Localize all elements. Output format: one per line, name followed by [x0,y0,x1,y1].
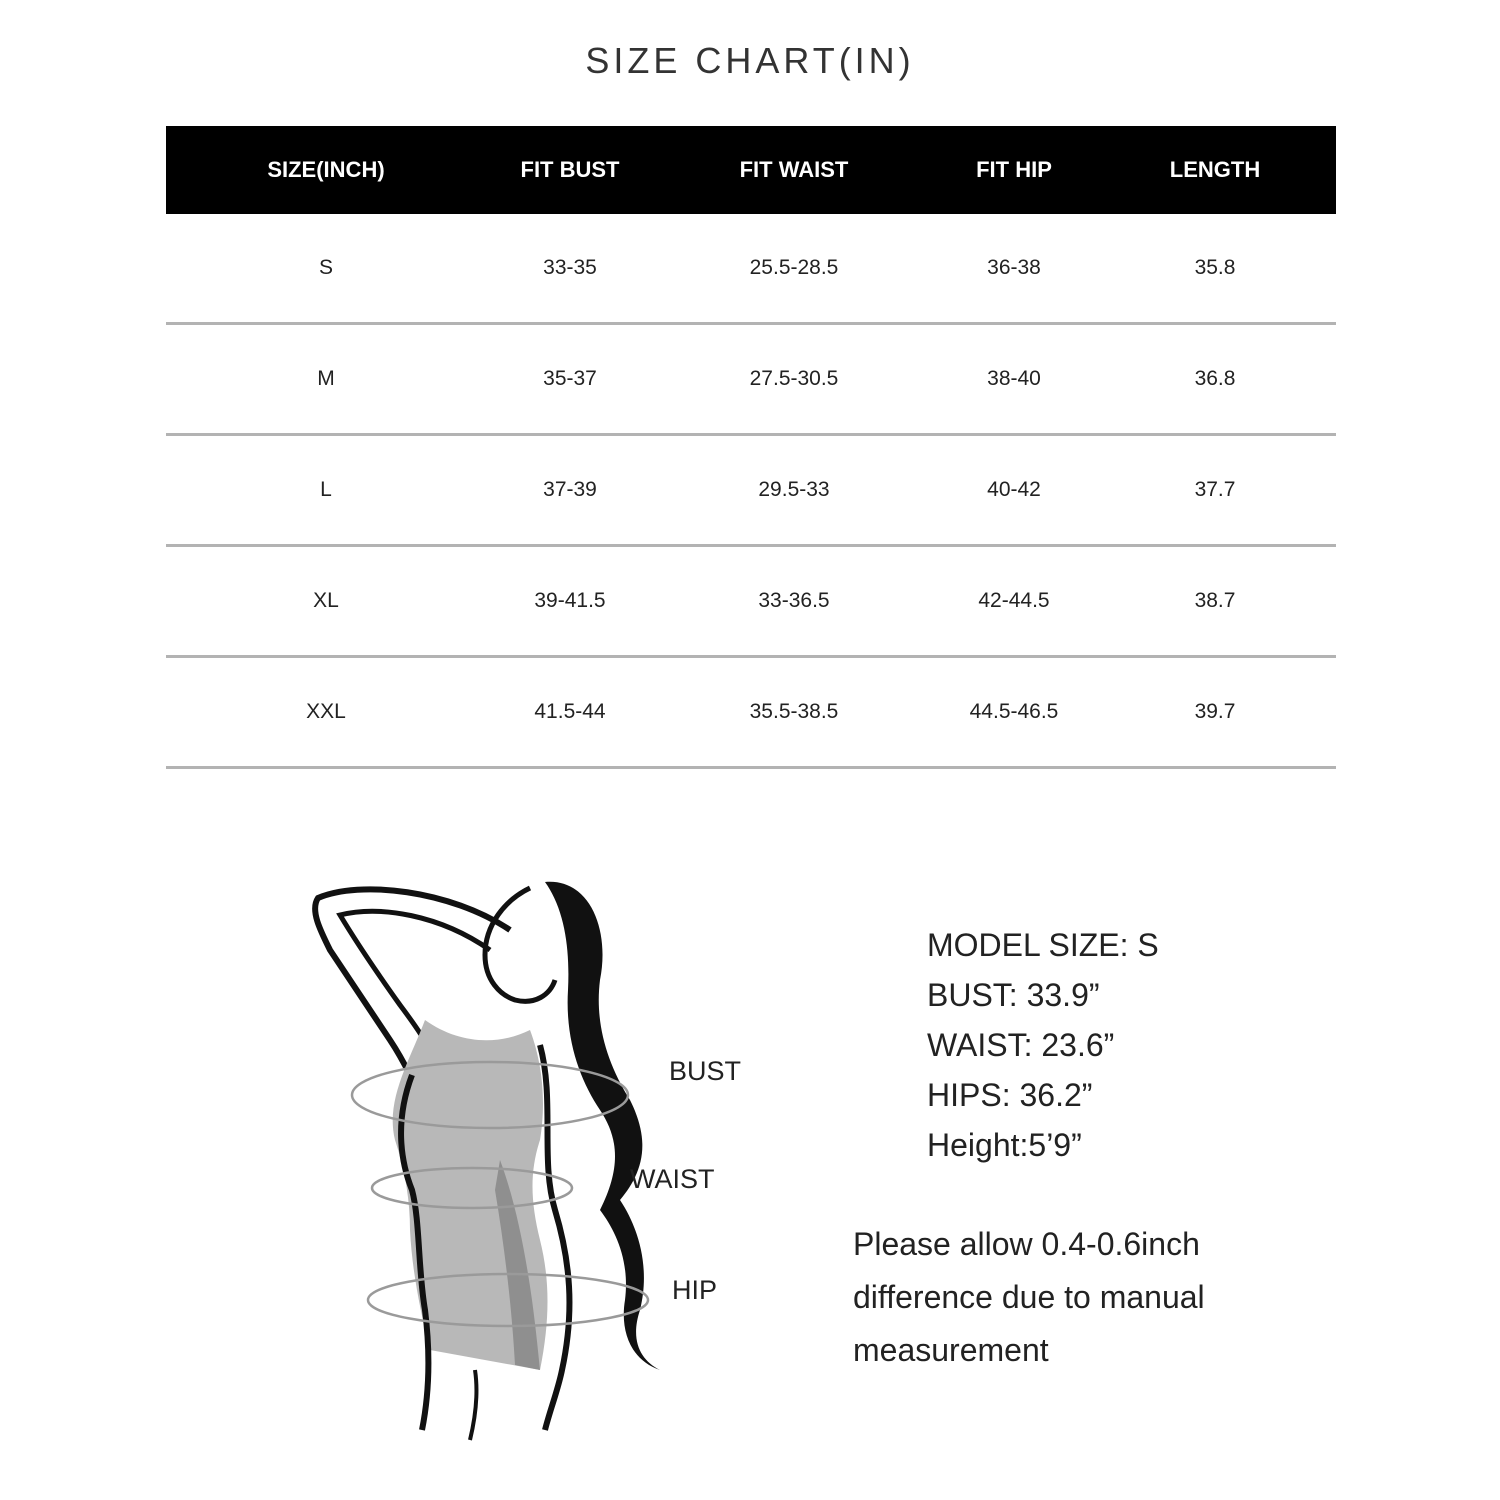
measurement-note: Please allow 0.4-0.6inch difference due to manual measurement [853,1226,1205,1368]
model-measurements [927,920,1159,1170]
model-bust: BUST: 33.9” [927,977,1100,1013]
cell-fit-hip: 40-42 [934,435,1094,546]
header-length: LENGTH [1094,126,1336,214]
cell-fit-bust: 35-37 [486,324,654,435]
body-measurement-illustration [300,870,700,1450]
cell-fit-bust: 33-35 [486,214,654,324]
hip-label: HIP [672,1275,718,1305]
cell-length: 38.7 [1094,546,1336,657]
cell-fit-waist: 35.5-38.5 [654,657,934,768]
table-header-row [166,126,1336,214]
torso-right-outline [540,1045,569,1430]
cell-fit-bust: 41.5-44 [486,657,654,768]
cell-fit-waist: 29.5-33 [654,435,934,546]
cell-fit-hip: 38-40 [934,324,1094,435]
cell-size: L [166,435,486,546]
header-fit-hip: FIT HIP [934,126,1094,214]
waist-label: WAIST [630,1164,715,1194]
table-row [166,214,1336,324]
model-size: MODEL SIZE: S [927,927,1159,963]
model-hips: HIPS: 36.2” [927,1077,1093,1113]
table-row [166,435,1336,546]
table-row [166,324,1336,435]
header-fit-waist: FIT WAIST [654,126,934,214]
cell-fit-hip: 36-38 [934,214,1094,324]
table-row [166,657,1336,768]
cell-size: M [166,324,486,435]
raised-arm-inner [340,911,490,1050]
head-outline [485,888,555,1001]
cell-size: S [166,214,486,324]
cell-length: 37.7 [1094,435,1336,546]
cell-fit-waist: 27.5-30.5 [654,324,934,435]
cell-fit-waist: 25.5-28.5 [654,214,934,324]
cell-fit-bust: 37-39 [486,435,654,546]
cell-fit-hip: 42-44.5 [934,546,1094,657]
size-chart-table [166,126,1336,769]
model-waist: WAIST: 23.6” [927,1027,1115,1063]
header-size: SIZE(INCH) [166,126,486,214]
hair-shape [545,882,660,1370]
model-height: Height:5’9” [927,1127,1082,1163]
leg-outline [470,1370,476,1440]
cell-fit-hip: 44.5-46.5 [934,657,1094,768]
cell-length: 35.8 [1094,214,1336,324]
cell-fit-bust: 39-41.5 [486,546,654,657]
page-title: SIZE CHART(IN) [585,40,915,81]
cell-size: XXL [166,657,486,768]
table-row [166,546,1336,657]
cell-length: 36.8 [1094,324,1336,435]
header-fit-bust: FIT BUST [486,126,654,214]
cell-length: 39.7 [1094,657,1336,768]
cell-size: XL [166,546,486,657]
bust-label: BUST [669,1056,742,1086]
cell-fit-waist: 33-36.5 [654,546,934,657]
